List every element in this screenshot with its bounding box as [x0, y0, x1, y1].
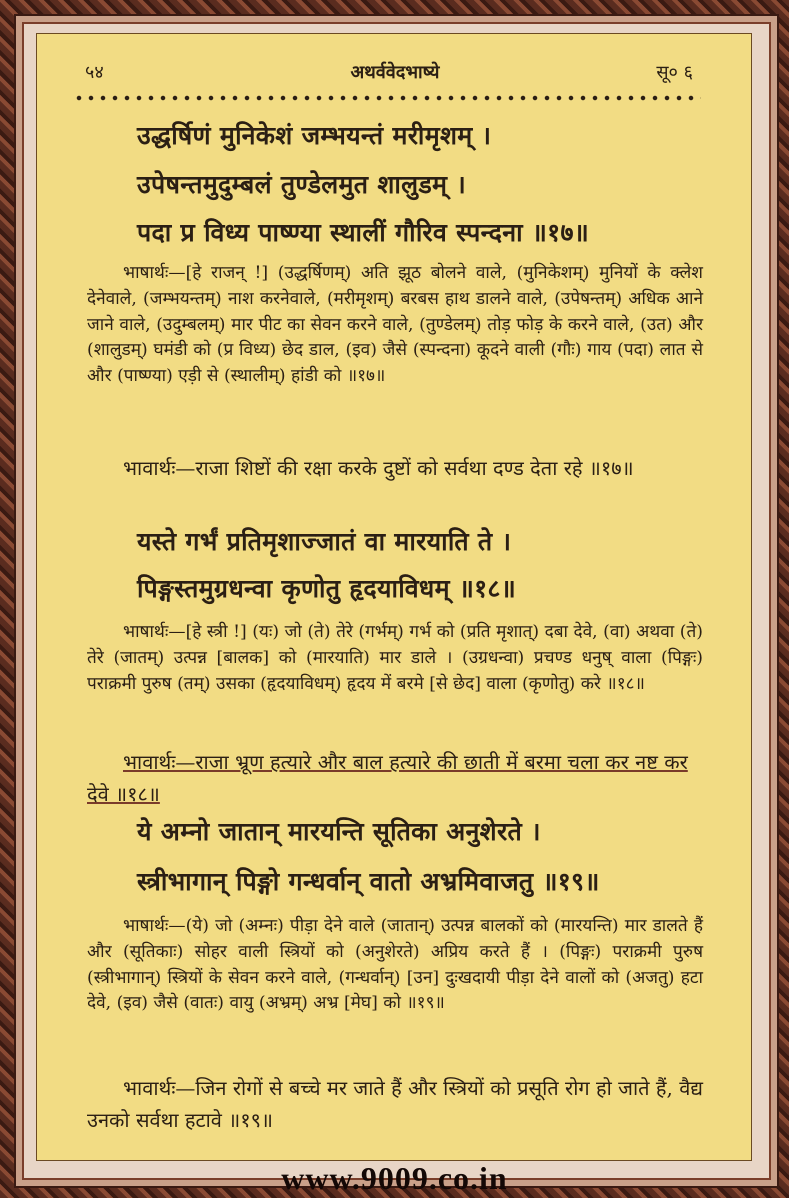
verse-17-bhashartha-text: भाषार्थः—[हे राजन् !] (उद्धर्षिणम्) अति झूठ बोलने वाले, (मुनिकेशम्) मुनियों के क्लेश देनेवाले, (जम्भयन्तम्) नाश करनेवाले, (मरीमृशम्) बरबस हाथ डालने वाले, (उपेषन्तम्) अधिक आने जाने वाले, (उदुम्बलम्) मार पीट का सेवन करने वाले, (तुण्डेलम्) तोड़ फोड़ के करने वाले, (उत) और (शालुडम्) घमंडी को (प्र विध्य) छेद डाल, (इव) जैसे (स्पन्दना) कूदने वाली (गौः) गाय (पदा) लात से और (पाष्ण्या) एड़ी से (स्थालीम्) हांडी को ॥१७॥: [87, 263, 703, 387]
scanned-page: [36, 33, 752, 1161]
verse-19-bhavartha-text: भावार्थः—जिन रोगों से बच्चे मर जाते हैं और स्त्रियों को प्रसूति रोग हो जाते हैं, वैद्य उनको सर्वथा हटावे ॥१९॥: [87, 1076, 703, 1132]
verse-19-line-1: ये अम्नो जातान् मारयन्ति सूतिका अनुशेरते ।: [137, 817, 541, 846]
verse-19-bhashartha-text: भाषार्थः—(ये) जो (अम्नः) पीड़ा देने वाले (जातान्) उत्पन्न बालकों को (मारयन्ति) मार डालते हैं और (सूतिकाः) सोहर वाली स्त्रियों को (अनुशेरते) अप्रिय करते हैं । (पिङ्गः) पराक्रमी पुरुष (स्त्रीभागान्) स्त्रियों के सेवन करने वाले, (गन्धर्वान्) [उन] दुःखदायी पीड़ा देने वालों को (अजतु) हटा देवे, (इव) जैसे (वातः) वायु (अभ्रम्) अभ्र [मेघ] को ॥१९॥: [87, 916, 703, 1014]
verse-17-bhavartha: [87, 452, 703, 484]
verse-17-line-3: पदा प्र विध्य पाष्ण्या स्थालीं गौरिव स्पन्दना ॥१७॥: [137, 218, 590, 247]
verse-17-line-2: उपेषन्तमुदुम्बलं तुण्डेलमुत शालुडम् ।: [137, 170, 467, 199]
verse-19-line-2: स्त्रीभागान् पिङ्गो गन्धर्वान् वातो अभ्रमिवाजतु ॥१९॥: [137, 867, 600, 896]
verse-18-bhavartha-text: भावार्थः—राजा भ्रूण हत्यारे और बाल हत्यारे की छाती में बरमा चला कर नष्ट कर देवे ॥१८॥: [87, 750, 688, 806]
verse-19-bhashartha: [87, 914, 703, 1069]
verse-18-bhavartha: [87, 746, 703, 810]
page-number: ५४: [85, 62, 104, 83]
verse-18-line-1: यस्ते गर्भं प्रतिमृशाज्जातं वा मारयाति ते ।: [137, 527, 512, 556]
page-footer: [0, 1158, 789, 1198]
verse-18-bhashartha-text: भाषार्थः—[हे स्त्री !] (यः) जो (ते) तेरे (गर्भम्) गर्भ को (प्रति मृशात्) दबा देवे, (वा) अथवा (ते) तेरे (जातम्) उत्पन्न [बालक] को (मारयाति) मार डाले । (उग्रधन्वा) प्रचण्ड धनुष् वाला (पिङ्गः) पराक्रमी पुरुष (तम्) उसका (हृदयाविधम्) हृदय में बरमे [से छेद] वाला (कृणोतु) करे ॥१८॥: [87, 622, 703, 694]
verse-18-bhashartha: [87, 620, 703, 750]
verse-18-line-2: पिङ्गस्तमुग्रधन्वा कृणोतु हृदयाविधम् ॥१८॥: [137, 574, 517, 603]
book-title: अथर्ववेदभाष्ये: [350, 62, 440, 83]
page-content: [37, 34, 753, 1162]
verse-19-bhavartha: [87, 1072, 703, 1136]
verse-17-bhavartha-text: भावार्थः—राजा शिष्टों की रक्षा करके दुष्टों को सर्वथा दण्ड देता रहे ॥१७॥: [123, 456, 634, 480]
website-link[interactable]: www.9009.co.in: [281, 1160, 508, 1196]
verse-17-bhashartha: [87, 261, 703, 471]
section-number: सू० ६: [656, 62, 693, 83]
verse-17-line-1: उद्धर्षिणं मुनिकेशं जम्भयन्तं मरीमृशम् ।: [137, 121, 492, 150]
